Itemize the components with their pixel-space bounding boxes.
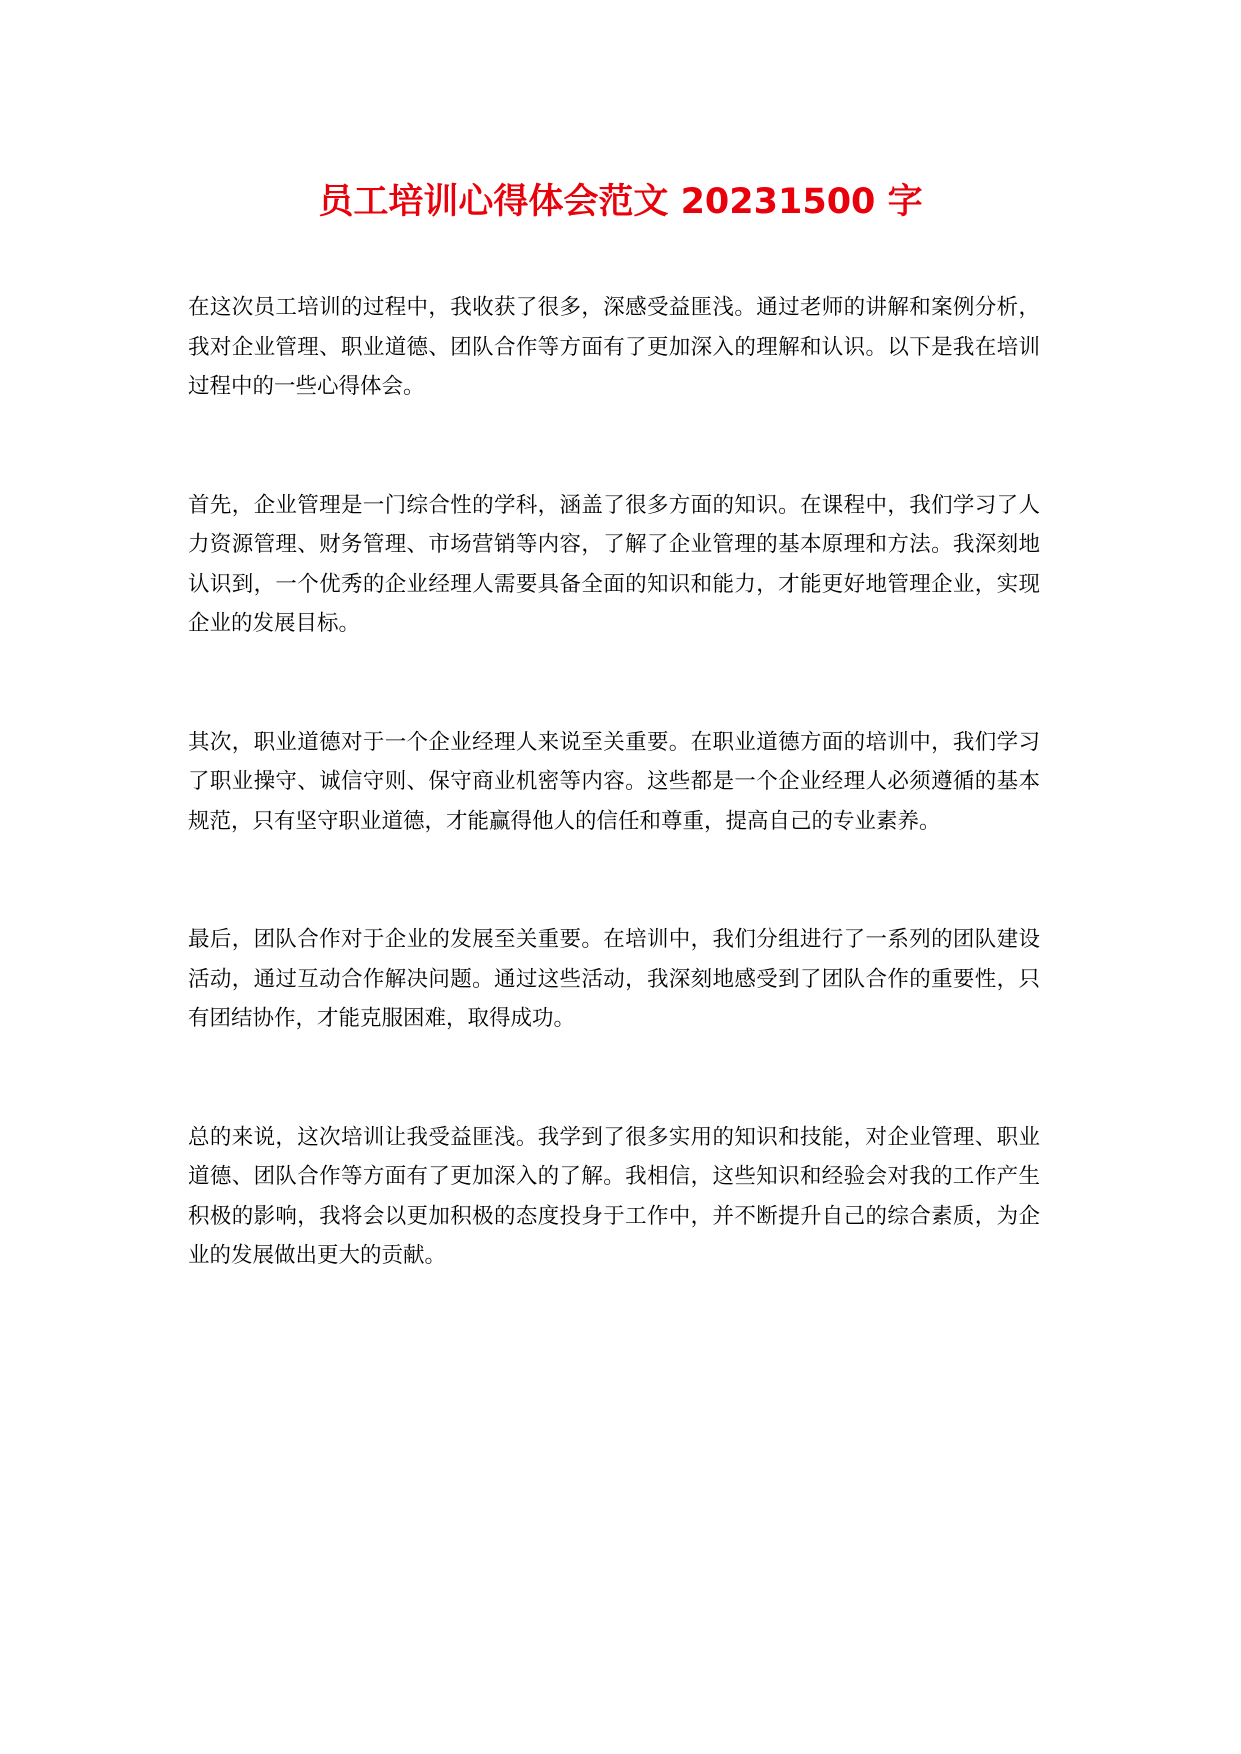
- document-title: 员工培训心得体会范文 20231500 字: [318, 182, 923, 222]
- paragraph-enterprise-management: 首先，企业管理是一门综合性的学科，涵盖了很多方面的知识。在课程中，我们学习了人力资源管理、财务管理、市场营销等内容，了解了企业管理的基本原理和方法。我深刻地认识到，一个优秀的企业经理人需要具备全面的知识和能力，才能更好地管理企业，实现企业的发展目标。: [188, 492, 1040, 636]
- paragraph-conclusion: 总的来说，这次培训让我受益匪浅。我学到了很多实用的知识和技能，对企业管理、职业道德、团队合作等方面有了更加深入的了解。我相信，这些知识和经验会对我的工作产生积极的影响，我将会以更加积极的态度投身于工作中，并不断提升自己的综合素质，为企业的发展做出更大的贡献。: [188, 1124, 1040, 1268]
- paragraph-intro: 在这次员工培训的过程中，我收获了很多，深感受益匪浅。通过老师的讲解和案例分析，我对企业管理、职业道德、团队合作等方面有了更加深入的理解和认识。以下是我在培训过程中的一些心得体会。: [188, 295, 1040, 399]
- paragraph-teamwork: 最后，团队合作对于企业的发展至关重要。在培训中，我们分组进行了一系列的团队建设活动，通过互动合作解决问题。通过这些活动，我深刻地感受到了团队合作的重要性，只有团结协作，才能克服困难，取得成功。: [188, 927, 1040, 1031]
- paragraph-professional-ethics: 其次，职业道德对于一个企业经理人来说至关重要。在职业道德方面的培训中，我们学习了职业操守、诚信守则、保守商业机密等内容。这些都是一个企业经理人必须遵循的基本规范，只有坚守职业道德，才能赢得他人的信任和尊重，提高自己的专业素养。: [188, 729, 1040, 834]
- document-body: [188, 288, 1040, 1355]
